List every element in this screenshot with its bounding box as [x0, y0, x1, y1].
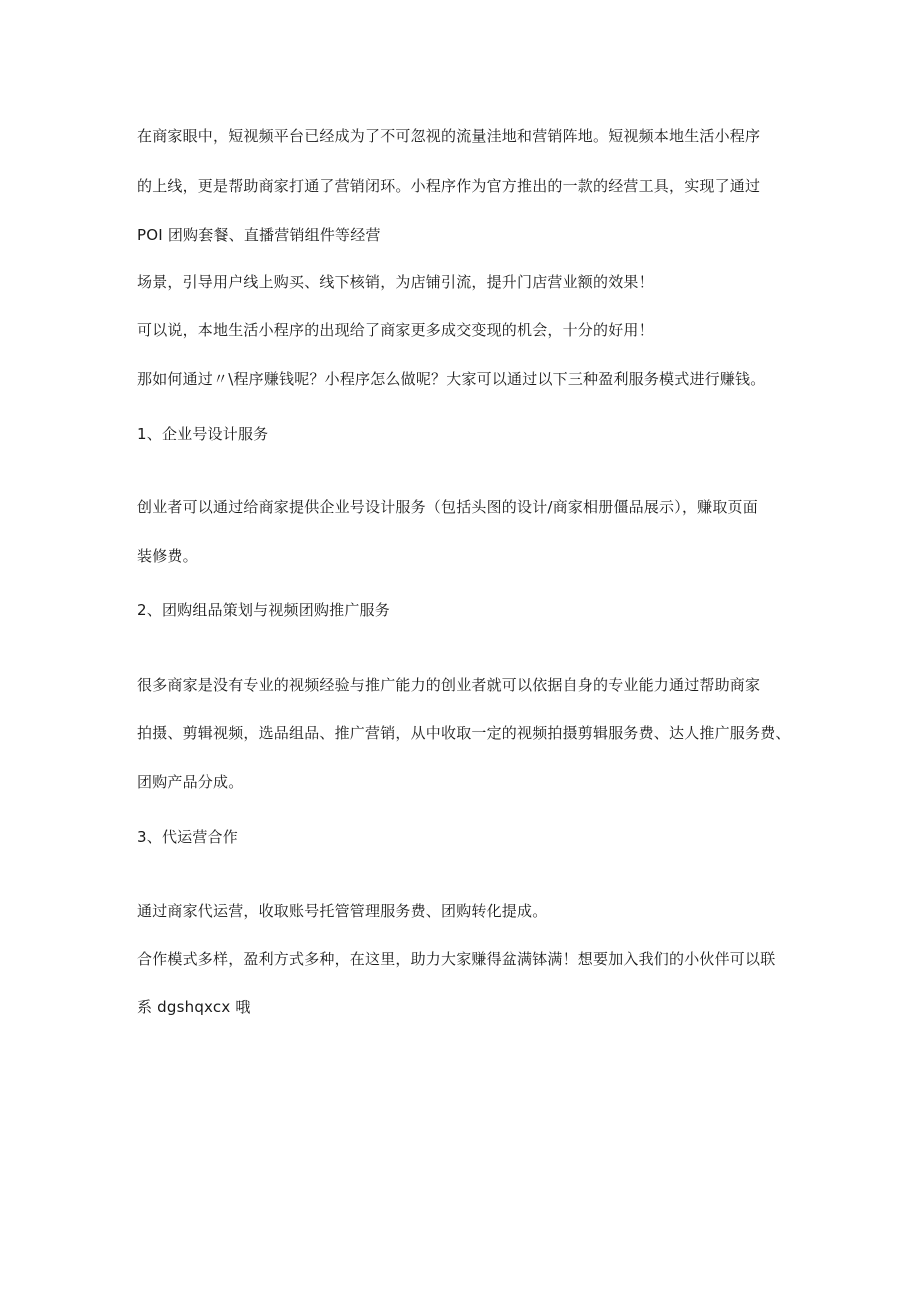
section-3-line-1: 通过商家代运营，收取账号托管管理服务费、团购转化提成。: [137, 902, 548, 920]
closing-line-2: 系 dgshqxcx 哦: [137, 998, 251, 1016]
section-2-line-3: 团购产品分成。: [137, 773, 244, 791]
section-2-line-1: 很多商家是没有专业的视频经验与推广能力的创业者就可以依据自身的专业能力通过帮助商家: [137, 676, 761, 694]
intro-line-6: 那如何通过〃\程序赚钱呢？小程序怎么做呢？大家可以通过以下三种盈利服务模式进行赚钱。: [137, 370, 766, 388]
section-1-line-2: 装修费。: [137, 547, 198, 565]
intro-line-4: 场景，引导用户线上购买、线下核销，为店铺引流，提升门店营业额的效果！: [137, 273, 654, 291]
intro-line-2: 的上线，更是帮助商家打通了营销闭环。小程序作为官方推出的一款的经营工具，实现了通过: [137, 177, 761, 195]
intro-line-1: 在商家眼中，短视频平台已经成为了不可忽视的流量洼地和营销阵地。短视频本地生活小程序: [137, 127, 761, 145]
section-1-line-1: 创业者可以通过给商家提供企业号设计服务（包括头图的设计/商家相册僵品展示），赚取页面: [137, 498, 758, 516]
section-heading-2: 2、团购组品策划与视频团购推广服务: [137, 601, 390, 619]
closing-line-1: 合作模式多样，盈利方式多种，在这里，助力大家赚得盆满钵满！想要加入我们的小伙伴可以联: [137, 950, 776, 968]
intro-line-5: 可以说，本地生活小程序的出现给了商家更多成交变现的机会，十分的好用！: [137, 321, 654, 339]
intro-line-3: POI 团购套餐、直播营销组件等经营: [137, 226, 381, 244]
section-heading-3: 3、代运营合作: [137, 828, 238, 846]
section-2-line-2: 拍摄、剪辑视频，选品组品、推广营销，从中收取一定的视频拍摄剪辑服务费、达人推广服务费、: [137, 724, 791, 742]
section-heading-1: 1、企业号设计服务: [137, 425, 269, 443]
